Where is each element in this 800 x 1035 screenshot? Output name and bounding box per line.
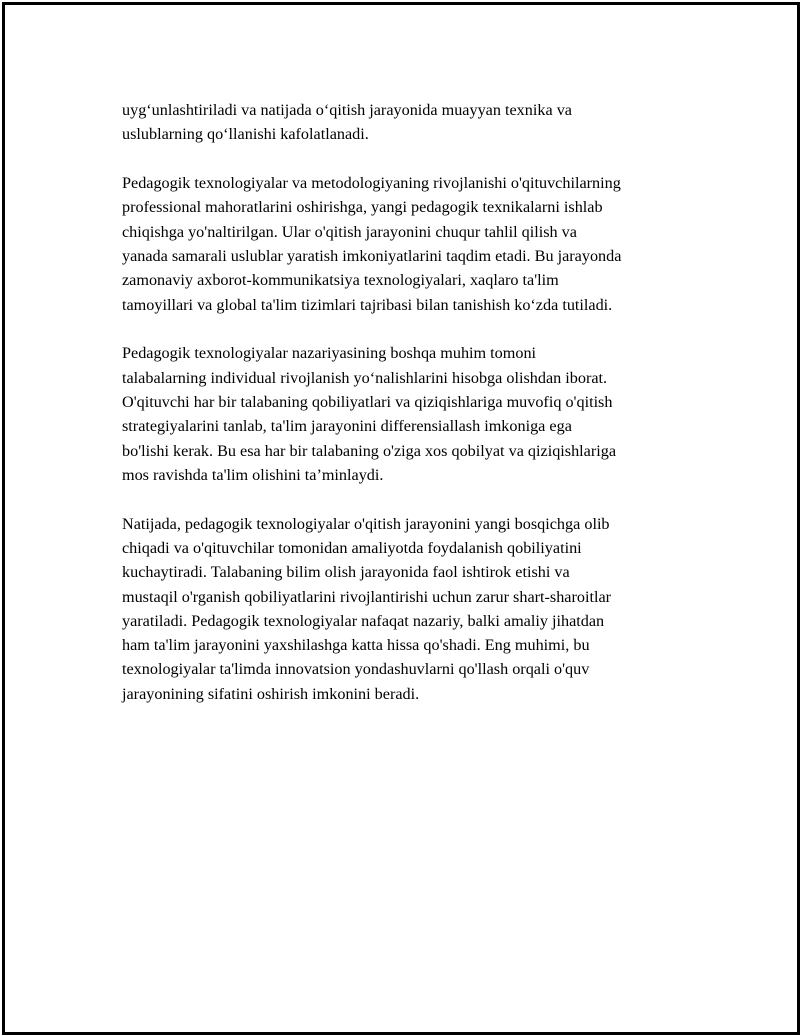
text-line: ham ta'lim jarayonini yaxshilashga katta hissa qo'shadi. Eng muhimi, bu xyxy=(122,636,590,655)
text-line: strategiyalarini tanlab, ta'lim jarayonini differensiallash imkoniga ega xyxy=(122,417,572,436)
text-line: yaratiladi. Pedagogik texnologiyalar nafaqat nazariy, balki amaliy jihatdan xyxy=(122,611,605,630)
text-line: mos ravishda ta'lim olishini ta’minlaydi. xyxy=(122,465,384,484)
text-line: mustaqil o'rganish qobiliyatlarini rivojlantirishi uchun zarur shart-sharoitlar xyxy=(122,587,612,606)
text-line: Pedagogik texnologiyalar va metodologiyaning rivojlanishi o'qituvchilarning xyxy=(122,174,621,193)
paragraph-3 xyxy=(122,341,722,487)
text-line: uyg‘unlashtiriladi va natijada o‘qitish jarayonida muayyan texnika va xyxy=(122,101,572,119)
text-line: bo'lishi kerak. Bu esa har bir talabaning o'ziga xos qobilyat va qiziqishlariga xyxy=(122,441,617,460)
text-line: chiqadi va o'qituvchilar tomonidan amaliyotda foydalanish qobiliyatini xyxy=(122,538,582,557)
text-line: professional mahoratlarini oshirishga, yangi pedagogik texnikalarni ishlab xyxy=(122,198,603,217)
text-line: tamoyillari va global ta'lim tizimlari tajribasi bilan tanishish ko‘zda tutiladi. xyxy=(122,295,613,314)
paragraph-4 xyxy=(122,512,722,706)
text-line: yanada samarali uslublar yaratish imkoniyatlarini taqdim etadi. Bu jarayonda xyxy=(122,246,622,265)
text-line: texnologiyalar ta'limda innovatsion yondashuvlarni qo'llash orqali o'quv xyxy=(122,660,590,679)
text-line: kuchaytiradi. Talabaning bilim olish jarayonida faol ishtirok etishi va xyxy=(122,563,570,582)
text-line: Pedagogik texnologiyalar nazariyasining boshqa muhim tomoni xyxy=(122,344,537,363)
text-line: Natijada, pedagogik texnologiyalar o'qitish jarayonini yangi bosqichga olib xyxy=(122,514,610,533)
text-line: chiqishga yo'naltirilgan. Ular o'qitish jarayonini chuqur tahlil qilish va xyxy=(122,222,577,241)
paragraph-1 xyxy=(122,98,722,147)
document-body xyxy=(122,98,722,731)
page-frame xyxy=(2,2,800,1035)
text-line: jarayonining sifatini oshirish imkonini beradi. xyxy=(122,684,420,703)
text-line: talabalarning individual rivojlanish yo‘nalishlarini hisobga olishdan iborat. xyxy=(122,368,608,387)
text-line: zamonaviy axborot-kommunikatsiya texnologiyalari, xaqlaro ta'lim xyxy=(122,271,559,290)
paragraph-2 xyxy=(122,171,722,317)
text-line: O'qituvchi har bir talabaning qobiliyatlari va qiziqishlariga muvofiq o'qitish xyxy=(122,392,613,411)
text-line: uslublarning qo‘llanishi kafolatlanadi. xyxy=(122,125,369,144)
